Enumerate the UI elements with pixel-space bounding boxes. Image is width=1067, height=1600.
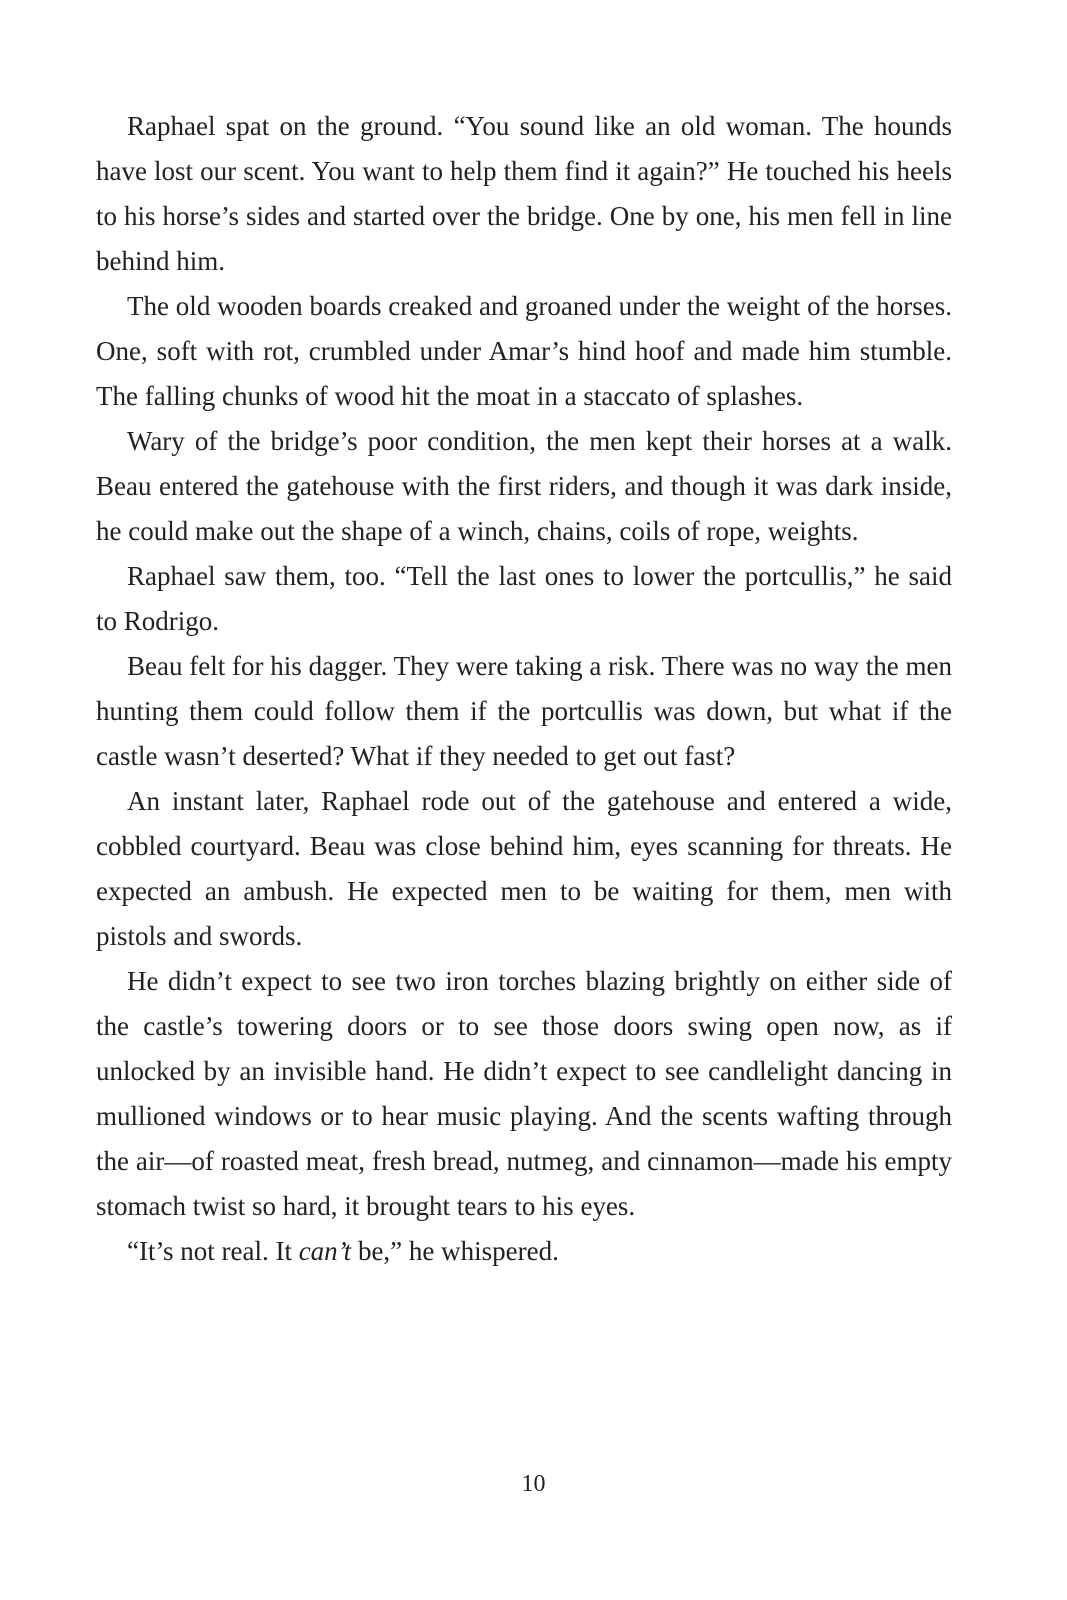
paragraph: Wary of the bridge’s poor condition, the men kept their horses at a walk. Beau entered the gatehouse with the first riders, and though it was dark inside, he could make out the shape of a winch, chains, coils of rope, weights. (96, 426, 952, 546)
text-run: “It’s not real. It (127, 1236, 299, 1266)
italic-emphasis: can’t (298, 1236, 352, 1266)
paragraph: The old wooden boards creaked and groaned under the weight of the horses. One, soft with rot, crumbled under Amar’s hind hoof and made him stumble. The falling chunks of wood hit the moat in a staccato of splashes. (96, 291, 952, 411)
paragraph: Beau felt for his dagger. They were taking a risk. There was no way the men hunting them could follow them if the portcullis was down, but what if the castle wasn’t deserted? What if they needed to get out fast? (96, 651, 952, 771)
paragraph: An instant later, Raphael rode out of the gatehouse and entered a wide, cobbled courtyard. Beau was close behind him, eyes scanning for threats. He expected an ambush. He expected men to be waiting for them, men with pistols and swords. (96, 786, 952, 951)
paragraph-final (96, 1229, 952, 1274)
paragraph: Raphael saw them, too. “Tell the last ones to lower the portcullis,” he said to Rodrigo. (96, 561, 952, 636)
page-number: 10 (521, 1471, 546, 1497)
text-run: be,” he whispered. (351, 1236, 559, 1266)
paragraph: Raphael spat on the ground. “You sound like an old woman. The hounds have lost our scent. You want to help them find it again?” He touched his heels to his horse’s sides and started over the bridge. One by one, his men fell in line behind him. (96, 111, 952, 276)
paragraph: He didn’t expect to see two iron torches blazing brightly on either side of the castle’s towering doors or to see those doors swing open now, as if unlocked by an invisible hand. He didn’t expect to see candlelight dancing in mullioned windows or to hear music playing. And the scents wafting through the air—of roasted meat, fresh bread, nutmeg, and cinnamon—made his empty stomach twist so hard, it brought tears to his eyes. (96, 966, 952, 1221)
page-body (96, 104, 952, 1274)
